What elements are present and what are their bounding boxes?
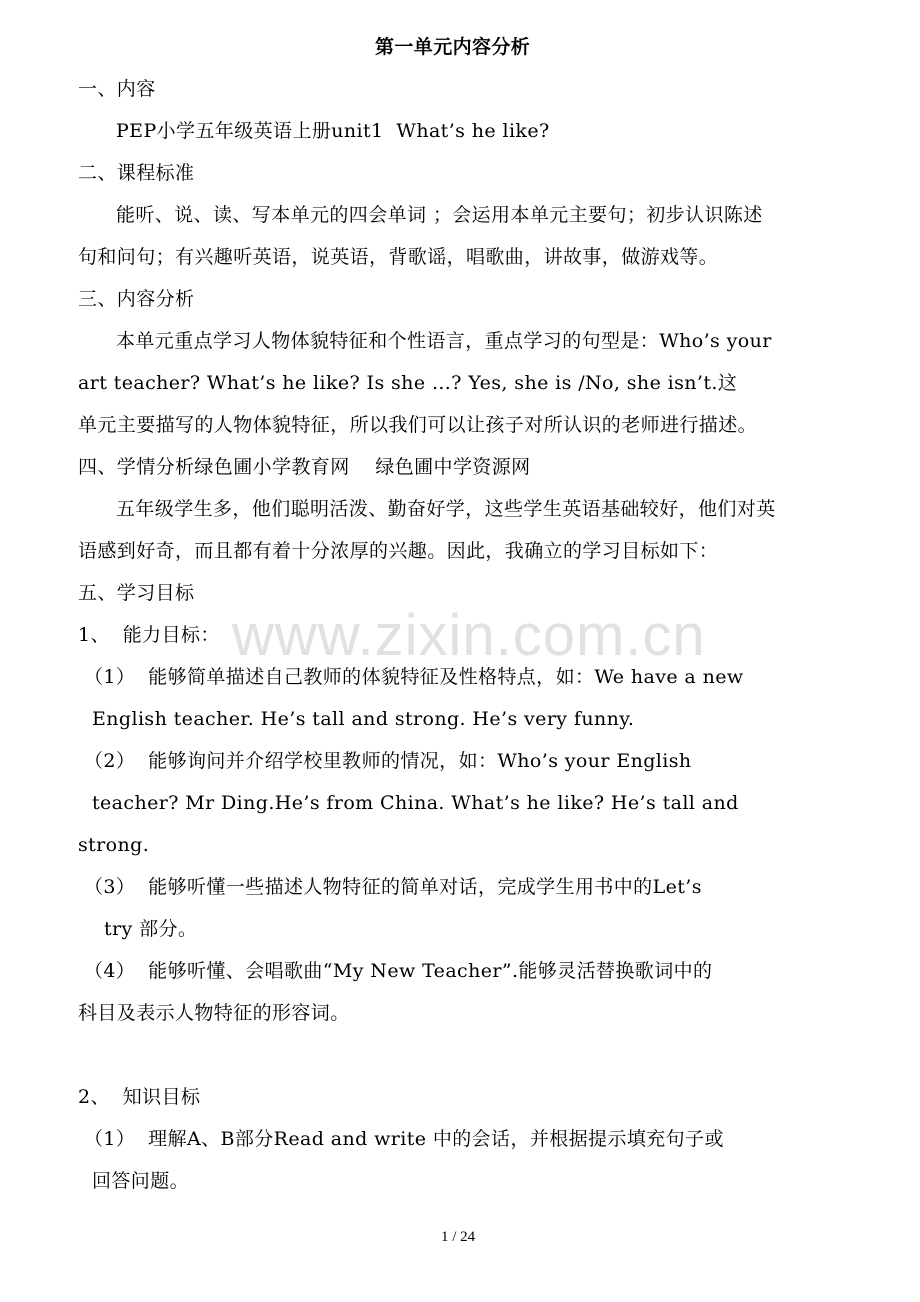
ability-item-continued: 科目及表示人物特征的形容词。 xyxy=(78,1002,350,1024)
watermark: www.zixin.com.cn xyxy=(232,603,706,668)
ability-item-continued: try 部分。 xyxy=(104,918,198,940)
ability-item: （2） 能够询问并介绍学校里教师的情况，如：Who’s your English xyxy=(84,750,692,772)
knowledge-item-continued: 回答问题。 xyxy=(92,1170,190,1192)
students-paragraph-line: 五年级学生多，他们聪明活泼、勤奋好学，这些学生英语基础较好，他们对英 xyxy=(116,498,776,520)
ability-item-continued: teacher? Mr Ding.He’s from China. What’s he like? He’s tall and xyxy=(92,792,739,814)
analysis-paragraph-line: 单元主要描写的人物体貌特征，所以我们可以让孩子对所认识的老师进行描述。 xyxy=(78,414,758,436)
page-title: 第一单元内容分析 xyxy=(375,36,531,58)
analysis-paragraph-line: 本单元重点学习人物体貌特征和个性语言，重点学习的句型是：Who’s your xyxy=(116,330,772,352)
students-paragraph-line: 语感到好奇，而且都有着十分浓厚的兴趣。因此，我确立的学习目标如下： xyxy=(78,540,719,562)
page-number: 1 / 24 xyxy=(441,1229,476,1245)
standard-paragraph-line: 句和问句；有兴趣听英语，说英语，背歌谣，唱歌曲，讲故事，做游戏等。 xyxy=(78,246,719,268)
ability-item: （3） 能够听懂一些描述人物特征的简单对话，完成学生用书中的Let’s xyxy=(84,876,702,898)
ability-item-continued: strong. xyxy=(78,834,150,856)
knowledge-item: （1） 理解A、B部分Read and write 中的会话，并根据提示填充句子或 xyxy=(84,1128,724,1150)
section-heading-standard: 二、课程标准 xyxy=(78,162,195,184)
standard-paragraph-line: 能听、说、读、写本单元的四会单词 ；会运用本单元主要句；初步认识陈述 xyxy=(116,204,763,226)
subheading-knowledge: 2、 知识目标 xyxy=(78,1086,201,1108)
section-heading-goals: 五、学习目标 xyxy=(78,582,195,604)
section-heading-students: 四、学情分析绿色圃小学教育网 绿色圃中学资源网 xyxy=(78,456,531,478)
ability-item: （1） 能够简单描述自己教师的体貌特征及性格特点，如：We have a new xyxy=(84,666,744,688)
subheading-ability: 1、 能力目标： xyxy=(78,624,220,646)
analysis-paragraph-line: art teacher? What’s he like? Is she …? Yes, she is /No, she isn’t.这 xyxy=(78,372,738,394)
content-text: PEP小学五年级英语上册unit1 What’s he like? xyxy=(116,120,550,142)
ability-item-continued: English teacher. He’s tall and strong. He’s very funny. xyxy=(92,708,635,730)
section-heading-analysis: 三、内容分析 xyxy=(78,288,195,310)
section-heading-content: 一、内容 xyxy=(78,78,156,100)
ability-item: （4） 能够听懂、会唱歌曲“My New Teacher”.能够灵活替换歌词中的 xyxy=(84,960,713,982)
